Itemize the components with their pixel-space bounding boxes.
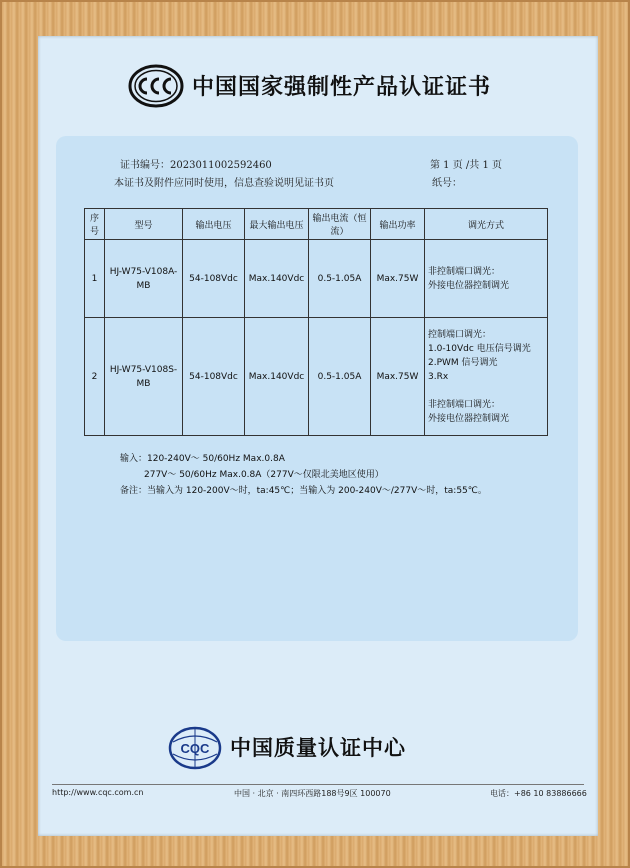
- row-model: HJ-W75-V108A-MB: [105, 240, 183, 318]
- table-row: [85, 240, 548, 318]
- dimming-line: 2.PWM 信号调光: [428, 357, 498, 368]
- row-dimming: [425, 240, 548, 318]
- row-output-voltage: 54-108Vdc: [183, 318, 245, 436]
- footer-phone: 电话：+86 10 83886666: [490, 789, 587, 798]
- dimming-line: 外接电位器控制调光: [428, 413, 510, 424]
- header-no: 序号: [85, 209, 105, 240]
- row-output-current: 0.5-1.05A: [309, 318, 371, 436]
- certificate-paper: [38, 36, 598, 836]
- row-output-power: Max.75W: [371, 318, 425, 436]
- row-no: 1: [85, 240, 105, 318]
- issuer-block: [168, 726, 468, 770]
- certificate-header: [128, 64, 518, 108]
- row-output-power: Max.75W: [371, 240, 425, 318]
- header-dimming: 调光方式: [425, 209, 548, 240]
- dimming-line: 1.0-10Vdc 电压信号调光: [428, 343, 531, 354]
- certificate-title: 中国国家强制性产品认证证书: [192, 75, 492, 100]
- cqc-logo-icon: [168, 726, 222, 770]
- dimming-line: 控制端口调光：: [428, 329, 492, 340]
- header-output-power: 输出功率: [371, 209, 425, 240]
- row-output-current: 0.5-1.05A: [309, 240, 371, 318]
- dimming-line: 非控制端口调光：: [428, 266, 501, 277]
- table-row: [85, 318, 548, 436]
- paper-number-label: 纸号：: [432, 178, 462, 189]
- input-line-1: 输入：120-240V～ 50/60Hz Max.0.8A: [120, 454, 285, 464]
- dimming-line: 非控制端口调光：: [428, 399, 501, 410]
- row-max-output-voltage: Max.140Vdc: [245, 318, 309, 436]
- header-model: 型号: [105, 209, 183, 240]
- row-dimming: [425, 318, 548, 436]
- certificate-annex-panel: [56, 136, 578, 641]
- footer-address: 中国 · 北京 · 南四环西路188号9区 100070: [234, 789, 391, 798]
- table-header-row: [85, 209, 548, 240]
- page-info: 第 1 页 /共 1 页: [430, 160, 502, 171]
- cqc-logo-text: CQC: [180, 741, 210, 756]
- dimming-line: 外接电位器控制调光: [428, 280, 510, 291]
- input-notes: [120, 451, 487, 499]
- header-output-voltage: 输出电压: [183, 209, 245, 240]
- row-no: 2: [85, 318, 105, 436]
- dimming-line: 3.Rx: [428, 371, 449, 382]
- dimming-line: [428, 384, 544, 398]
- row-model: HJ-W75-V108S-MB: [105, 318, 183, 436]
- header-output-current: 输出电流（恒流）: [309, 209, 371, 240]
- input-line-2: 277V～ 50/60Hz Max.0.8A（277V～仅限北美地区使用）: [144, 470, 384, 480]
- usage-note: 本证书及附件应同时使用，信息查验说明见证书页: [114, 178, 334, 189]
- row-max-output-voltage: Max.140Vdc: [245, 240, 309, 318]
- remark-line: 备注：当输入为 120-200V～时，ta:45℃；当输入为 200-240V～/277V～时，ta:55℃。: [120, 486, 487, 496]
- specification-table: [84, 208, 548, 436]
- issuer-name: 中国质量认证中心: [230, 736, 406, 760]
- footer-divider: [52, 784, 584, 785]
- footer-website: http://www.cqc.com.cn: [52, 788, 144, 797]
- header-max-output-voltage: 最大输出电压: [245, 209, 309, 240]
- row-output-voltage: 54-108Vdc: [183, 240, 245, 318]
- ccc-logo-icon: [128, 64, 184, 108]
- certificate-number: 证书编号：2023011002592460: [120, 160, 272, 171]
